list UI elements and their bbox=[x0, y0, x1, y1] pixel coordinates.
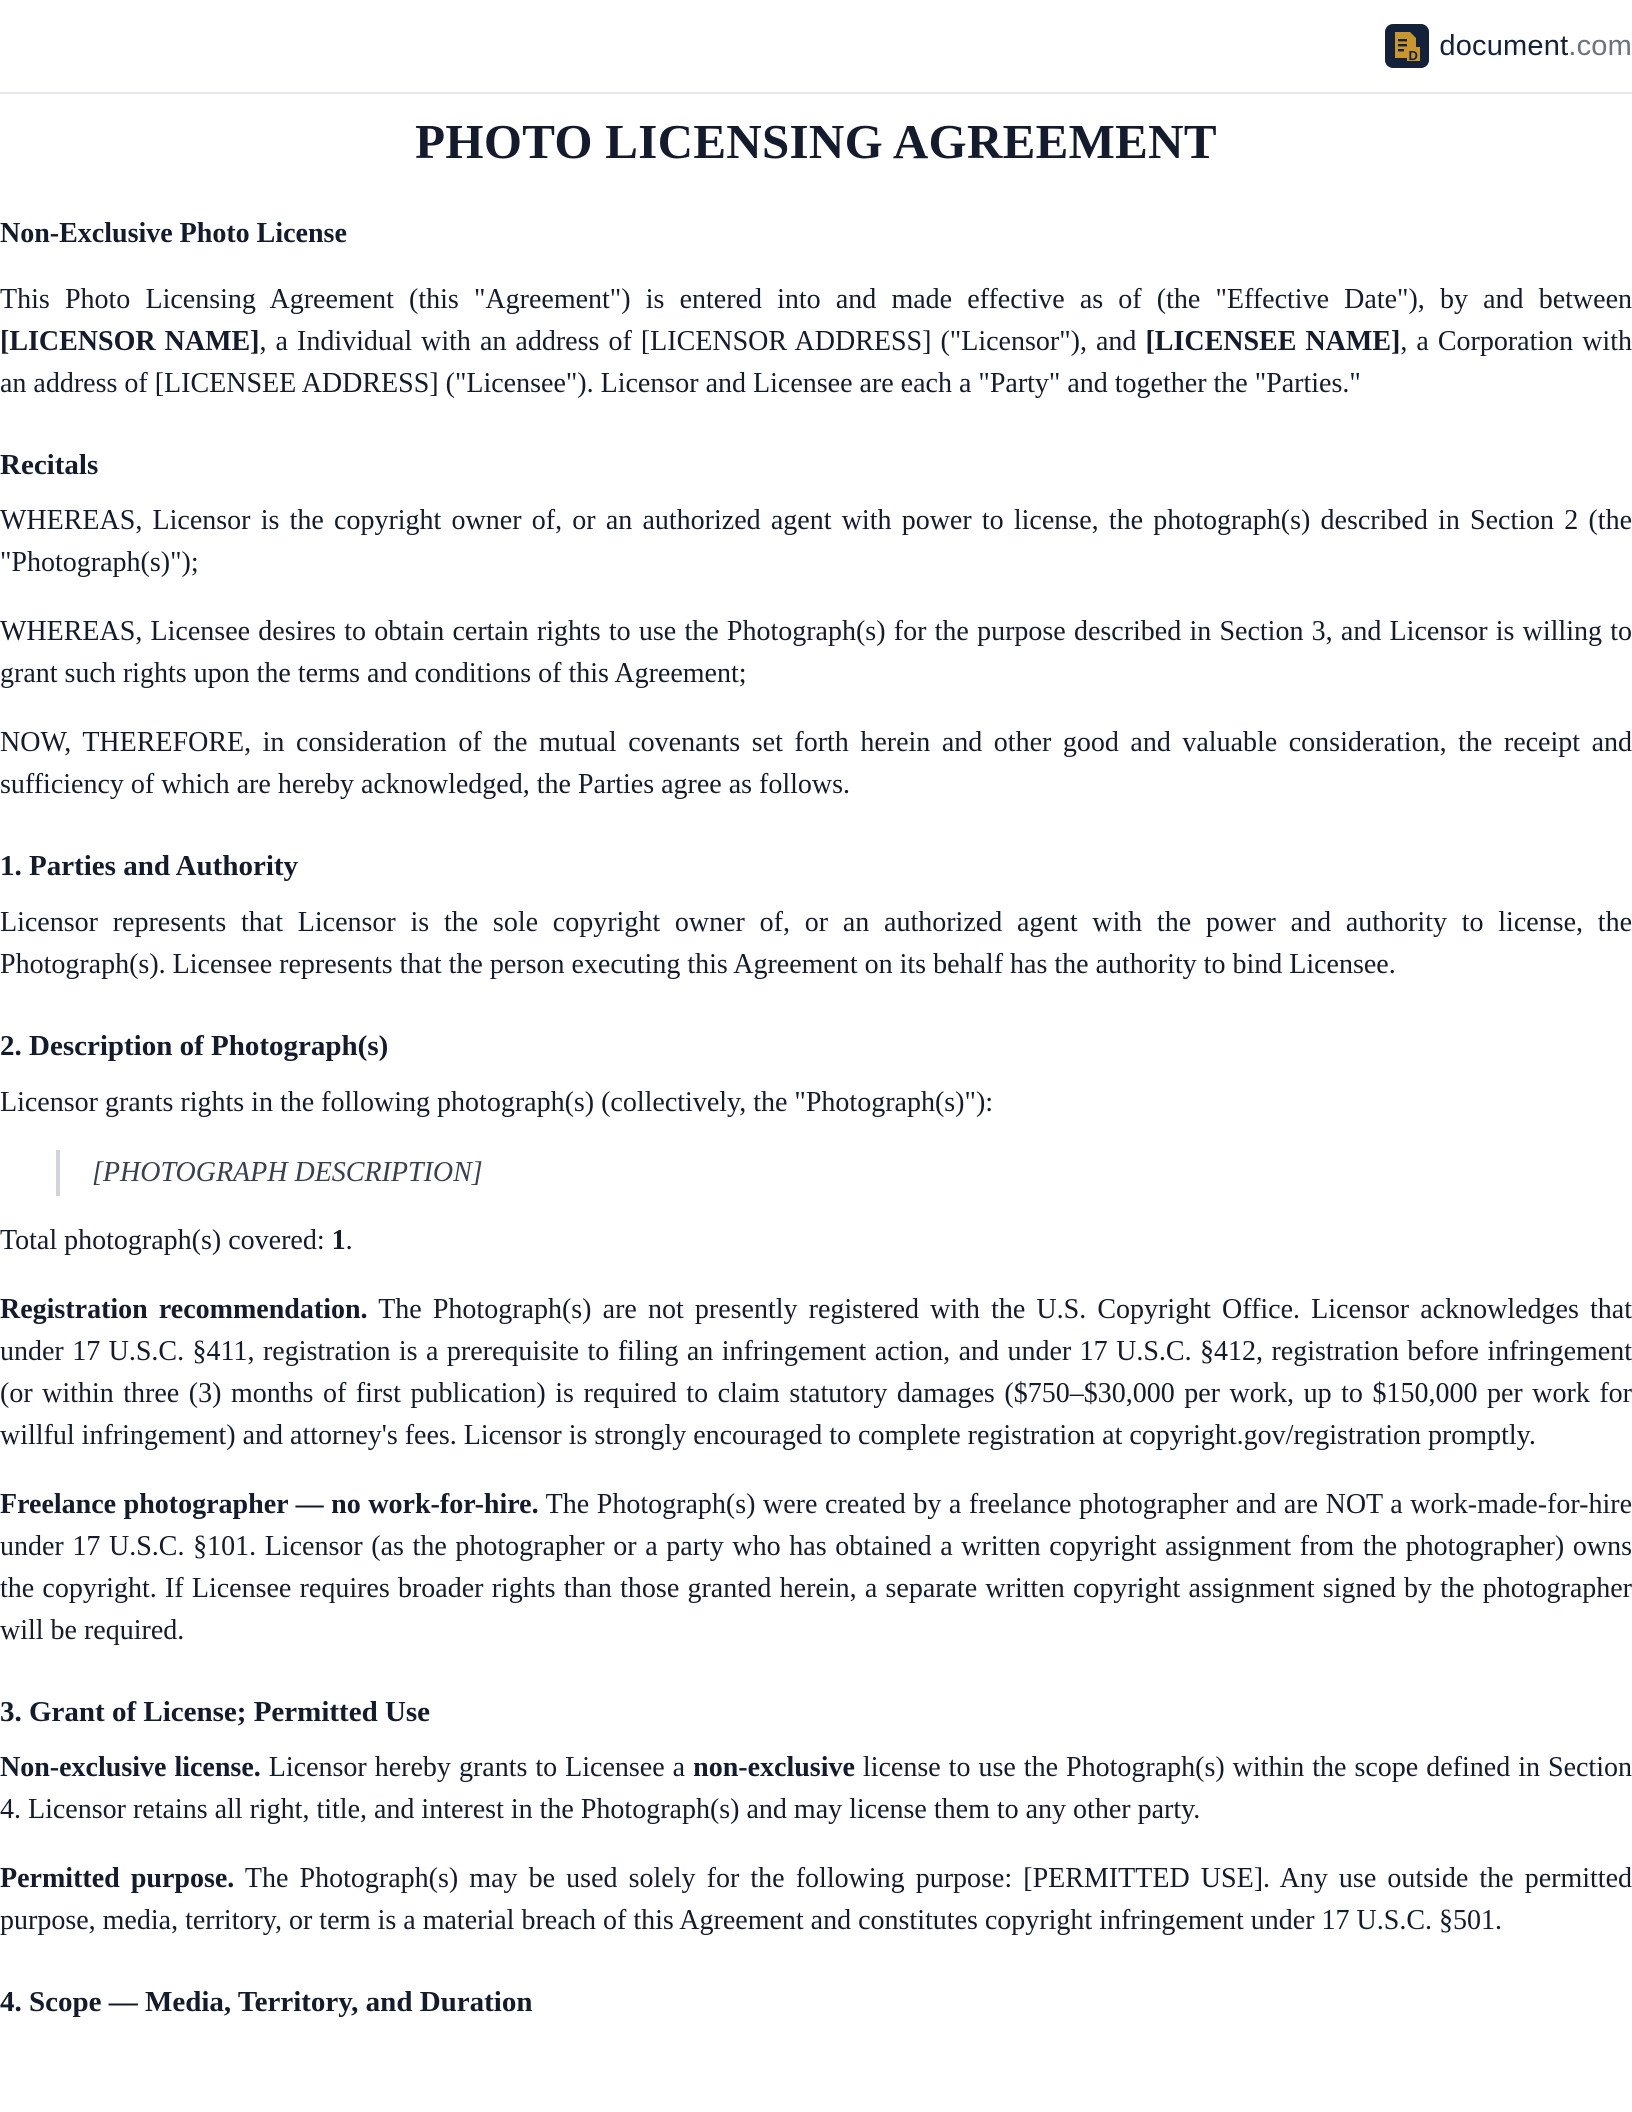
freelance-paragraph: Freelance photographer — no work-for-hire. The Photograph(s) were created by a freelance photographer and are NOT a work-made-for-hire under 17 U.S.C. §101. Licensor (as the photographer or a party who has obtained a written copyright assignment from the photographer) owns the copyright. If Licensee requires broader rights than those granted herein, a separate written copyright assignment signed by the photographer will be required. bbox=[0, 1488, 1632, 1646]
section-4-heading: 4. Scope — Media, Territory, and Duration bbox=[0, 1986, 533, 2019]
registration-paragraph: Registration recommendation. The Photograph(s) are not presently registered with the U.S. Copyright Office. Licensor acknowledges that under 17 U.S.C. §411, registration is a prerequisite to filing an infringement action, and under 17 U.S.C. §412, registration before infringement (or within three (3) months of first publication) is required to claim statutory damages ($750–$30,000 per work, up to $150,000 per work for willful infringement) and attorney's fees. Licensor is strongly encouraged to complete registration at copyright.gov/registration promptly. bbox=[0, 1293, 1632, 1451]
recital-paragraph: WHEREAS, Licensor is the copyright owner of, or an authorized agent with power to license, the photograph(s) described in Section 2 (the "Photograph(s)"); bbox=[0, 505, 1632, 579]
top-bar bbox=[0, 0, 1632, 94]
brand-name: document.com bbox=[1439, 29, 1632, 62]
section-3-heading: 3. Grant of License; Permitted Use bbox=[0, 1695, 431, 1728]
section-1-paragraph: Licensor represents that Licensor is the sole copyright owner of, or an authorized agent with the power and authority to license, the Photograph(s). Licensee represents that the person executing this Agreement on its behalf has the authority to bind Licensee. bbox=[0, 907, 1632, 981]
section-2-intro: Licensor grants rights in the following photograph(s) (collectively, the "Photograph(s)"): bbox=[0, 1086, 994, 1118]
total-photographs: Total photograph(s) covered: 1. bbox=[0, 1224, 353, 1256]
intro-paragraph: This Photo Licensing Agreement (this "Agreement") is entered into and made effective as of (the "Effective Date"), by and between [LICENSOR NAME], a Individual with an address of [LICENSOR ADDRESS] ("Licensor"), and [LICENSEE NAME], a Corporation with an address of [LICENSEE ADDRESS] ("Licensee"). Licensor and Licensee are each a "Party" and together the "Parties." bbox=[0, 283, 1632, 399]
svg-text:D: D bbox=[1408, 48, 1419, 62]
permitted-purpose-paragraph: Permitted purpose. The Photograph(s) may be used solely for the following purpose: [PERMITTED USE]. Any use outside the permitted purpose, media, territory, or term is a material breach of this Agreement and constitutes copyright infringement under 17 U.S.C. §501. bbox=[0, 1863, 1632, 1937]
section-2-heading: 2. Description of Photograph(s) bbox=[0, 1030, 389, 1063]
document-body bbox=[0, 114, 1632, 2022]
document-title: PHOTO LICENSING AGREEMENT bbox=[415, 114, 1217, 169]
section-1-heading: 1. Parties and Authority bbox=[0, 850, 299, 883]
recitals-heading: Recitals bbox=[0, 448, 99, 481]
recital-paragraph: NOW, THEREFORE, in consideration of the mutual covenants set forth herein and other good and valuable consideration, the receipt and sufficiency of which are hereby acknowledged, the Parties agree as follows. bbox=[0, 727, 1632, 801]
document-subtitle: Non-Exclusive Photo License bbox=[0, 218, 347, 250]
recital-paragraph: WHEREAS, Licensee desires to obtain certain rights to use the Photograph(s) for the purpose described in Section 3, and Licensor is willing to grant such rights upon the terms and conditions of this Agreement; bbox=[0, 616, 1632, 690]
brand-link[interactable] bbox=[1385, 24, 1632, 68]
nonexclusive-paragraph: Non-exclusive license. Licensor hereby grants to Licensee a non-exclusive license to use the Photograph(s) within the scope defined in Section 4. Licensor retains all right, title, and interest in the Photograph(s) and may license them to any other party. bbox=[0, 1752, 1632, 1826]
photograph-description: [PHOTOGRAPH DESCRIPTION] bbox=[56, 1150, 1632, 1196]
document-logo-icon bbox=[1385, 24, 1429, 68]
